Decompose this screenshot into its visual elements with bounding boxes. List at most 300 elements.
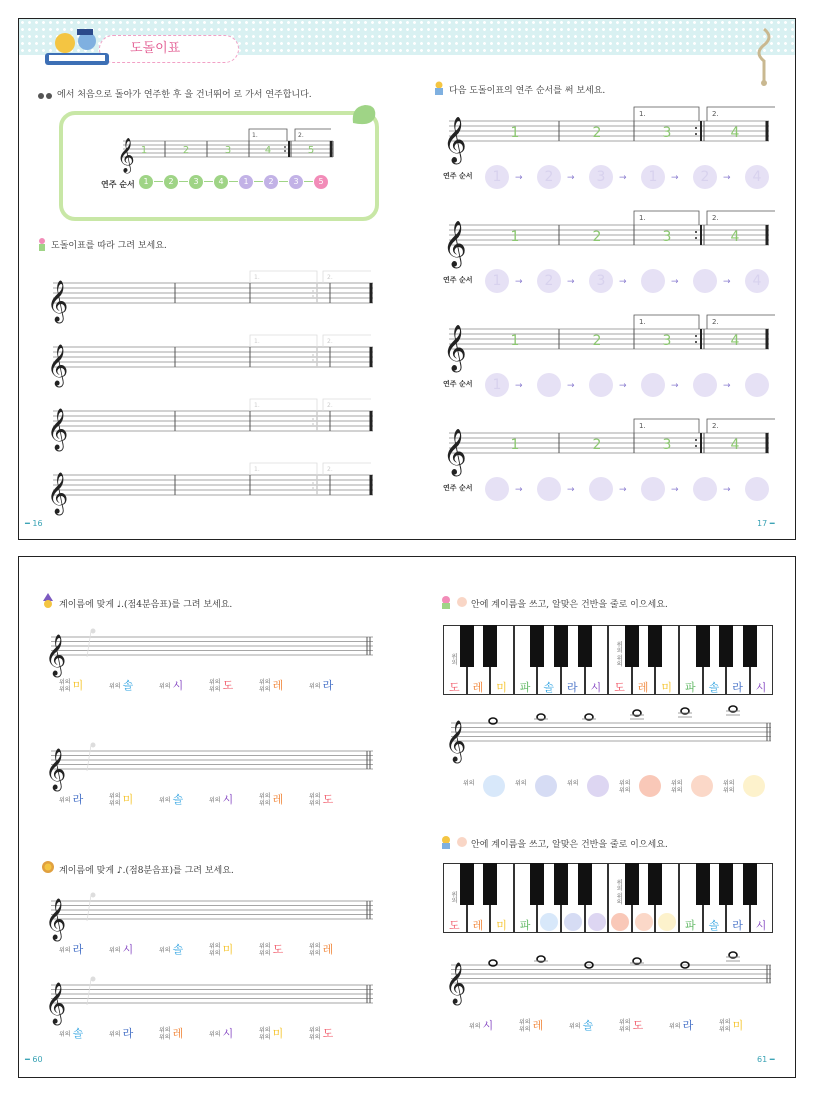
order-step: 2 [164,175,178,189]
order-arrow: → [723,485,731,495]
volta-guide-label: 1. [254,274,260,281]
note-name-label [159,677,183,693]
key-name: 도 [614,681,625,694]
note-name-label [209,1025,233,1041]
order-arrow: → [723,173,731,183]
volta-label-1: 1. [639,214,646,222]
boy-icon [439,835,453,849]
black-key [719,625,733,667]
treble-clef-icon: 𝄞 [445,963,467,1004]
note-name: 라 [122,1027,134,1040]
order-arrow: → [567,173,575,183]
volta-label-2: 2. [712,422,719,430]
key-name: 미 [661,681,673,694]
order-arrow: → [619,381,627,391]
note-name-label [469,1017,493,1033]
note-name-label [309,941,333,957]
treble-clef-icon: 𝄞 [45,899,67,940]
repeat-dot [284,146,286,148]
order-answer-circle [537,373,561,397]
note-name: 미 [272,1027,284,1040]
order-answer-circle [693,269,717,293]
order-arrow: → [671,485,679,495]
measure-number: 3 [662,125,672,141]
treble-clef-icon: 𝄞 [445,721,467,762]
note-name-label [259,941,283,957]
note-name-label [59,791,83,807]
sample-stem-guide [87,895,91,921]
order-connector [154,181,163,182]
order-connector [304,181,313,182]
page-number-left-2: ━ 60 [25,1055,43,1064]
treble-clef-icon: 𝄞 [45,749,67,790]
key-name: 솔 [543,681,555,694]
key-above-label: 위의 위의 [615,879,623,905]
order-arrow: → [515,173,523,183]
black-key [554,625,568,667]
example-order-sequence [139,175,339,193]
answer-prefix: 위의 [515,780,527,787]
repeat-dot [695,341,697,343]
order-arrow: → [671,173,679,183]
order-answer-circle [589,477,613,501]
repeat-dot-guide [312,295,314,297]
treble-clef-icon: 𝄞 [45,983,67,1024]
note-name: 솔 [172,943,184,956]
answer-circle [639,775,661,797]
order-answer-circle: 2 [693,165,717,189]
treble-clef-icon: 𝄞 [47,345,69,386]
measure-number: 2 [592,229,602,245]
note-name: 레 [322,943,334,956]
note-name: 시 [482,1019,494,1032]
answer-prefix: 위의 [567,780,579,787]
measure-number: 1 [510,437,520,453]
measure-number: 1 [140,145,148,156]
page-spread-notes [18,556,796,1078]
note-name-label [109,791,133,807]
note-prefix: 위의 [109,1030,121,1038]
note-name: 라 [322,679,334,692]
black-key [625,863,639,905]
character-piano-logo [37,25,115,75]
repeat-dot [695,237,697,239]
keyboard-staff [443,707,777,762]
note-name: 레 [272,679,284,692]
measure-number: 4 [264,145,272,156]
note-name: 도 [272,943,284,956]
note-icon [37,89,55,99]
order-answer-circle [641,269,665,293]
wizard-icon [41,593,55,609]
measure-number: 2 [182,145,190,156]
treble-clef-icon: 𝄞 [45,635,67,676]
page-number-left: ━ 16 [25,519,43,528]
repeat-dot-guide [312,418,314,420]
order-connector [204,181,213,182]
order-step: 1 [139,175,153,189]
note-prefix: 위의 위의 [159,1027,171,1041]
order-connector [179,181,188,182]
note-prefix: 위의 위의 [259,679,271,693]
treble-clef-icon: 𝄞 [443,117,467,163]
repeat-dot [695,335,697,337]
answer-circle [691,775,713,797]
measure-number: 1 [510,229,520,245]
volta-guide-1 [250,271,317,283]
note-name-label [569,1017,593,1033]
order-answer-circle: 3 [589,269,613,293]
sample-note-guide [91,893,96,898]
order-answer-circle: 1 [485,165,509,189]
repeat-dot [695,231,697,233]
order-arrow: → [567,277,575,287]
repeat-dot-guide [312,487,314,489]
note-prefix: 위의 위의 [209,943,221,957]
note-prefix: 위의 위의 [309,1027,321,1041]
volta-guide-label: 2. [327,338,333,345]
key-name: 미 [496,919,507,932]
note-prefix: 위의 [59,946,71,954]
order-answer-circle: 4 [745,165,769,189]
black-key [460,625,474,667]
order-step: 3 [189,175,203,189]
answer-prefix: 위의 위의 [723,780,735,794]
measure-number: 3 [662,437,672,453]
note-name-label [59,677,83,693]
note-name-label [619,1017,643,1033]
repeat-dot-guide [312,290,314,292]
order-answer-circle [537,477,561,501]
order-label: 연주 순서 [443,275,473,284]
black-key [554,863,568,905]
key-above-label: 위의 위의 [615,641,623,667]
black-key [719,863,733,905]
order-answer-circle [693,477,717,501]
note-prefix: 위의 위의 [109,793,121,807]
note-prefix: 위의 [109,946,121,954]
volta-label-2: 2. [298,132,304,139]
key-name: 시 [590,681,602,694]
volta-guide-label: 2. [327,402,333,409]
practice-staff [45,399,375,449]
treble-clef-icon: 𝄞 [443,221,467,267]
note-name: 레 [272,793,284,806]
sample-stem-guide [87,979,91,1005]
note-name: 도 [632,1019,644,1032]
note-name: 미 [122,793,134,806]
order-label: 연주 순서 [443,483,473,492]
black-key [530,863,544,905]
chapter-title: 도돌이표 [99,35,239,63]
key-name: 도 [449,919,460,932]
order-answer-circle [641,373,665,397]
instruction-dotted-quarter: 계이름에 맞게 ♩.(점4분음표)를 그려 보세요. [59,600,233,610]
note-name: 라 [72,943,84,956]
answer-circle-sample [457,597,467,607]
order-arrow: → [723,381,731,391]
repeat-dot-guide [312,354,314,356]
repeat-dot [284,150,286,152]
note-name: 시 [122,943,134,956]
note-name-label [669,1017,693,1033]
volta-label-2: 2. [712,318,719,326]
doll-icon [433,81,445,95]
note-prefix: 위의 [469,1022,481,1030]
order-arrow: → [723,277,731,287]
order-arrow: → [515,277,523,287]
order-answer-circle: 1 [485,373,509,397]
treble-clef-icon: 𝄞 [47,281,69,322]
order-answer-circle: 2 [537,269,561,293]
note-name-label [209,791,233,807]
note-name: 도 [322,1027,334,1040]
volta-guide-1 [250,463,317,475]
measure-number: 1 [510,125,520,141]
key-name: 레 [472,919,484,932]
order-connector [229,181,238,182]
note-name-label [59,941,83,957]
note-prefix: 위의 위의 [209,679,221,693]
volta-label-1: 1. [639,422,646,430]
order-arrow: → [671,277,679,287]
key-above-label: 위의 [450,891,457,903]
treble-clef-icon: 𝄞 [47,409,69,450]
instruction-keys-1: 안에 계이름을 쓰고, 알맞은 건반을 줄로 이으세요. [471,600,668,610]
black-key [696,625,710,667]
treble-clef-icon: 𝄞 [117,138,135,173]
note-name: 도 [222,679,234,692]
order-answer-circle [745,477,769,501]
note-prefix: 위의 위의 [619,1019,631,1033]
order-answer-circle: 4 [745,269,769,293]
measure-number: 3 [224,145,232,156]
key-name: 시 [755,919,767,932]
key-name: 시 [755,681,767,694]
key-answer-circle [564,913,582,931]
note-name-label [159,1025,183,1041]
note-prefix: 위의 [159,796,171,804]
order-step: 2 [264,175,278,189]
black-key [625,625,639,667]
note-name: 레 [172,1027,184,1040]
key-answer-circle [635,913,653,931]
order-staff [439,315,775,371]
note-name: 라 [72,793,84,806]
repeat-dot-guide [312,482,314,484]
key-name: 레 [472,681,484,694]
example-description: 에서 처음으로 돌아가 연주한 후 을 건너뛰어 로 가서 연주합니다. [57,90,312,100]
sample-note-guide [91,629,96,634]
note-name-label [109,677,133,693]
note-prefix: 위의 [59,796,71,804]
sample-note-guide [91,977,96,982]
order-answer-circle [641,477,665,501]
note-name: 레 [532,1019,544,1032]
repeat-dot [695,439,697,441]
clip-icon [749,27,779,87]
order-arrow: → [671,381,679,391]
answer-circle [587,775,609,797]
note-prefix: 위의 [109,682,121,690]
keyboard-staff [443,949,777,1004]
note-prefix: 위의 위의 [259,1027,271,1041]
key-name: 라 [732,681,743,694]
treble-clef-icon: 𝄞 [443,429,467,475]
black-key [483,863,497,905]
practice-staff [45,335,375,385]
repeat-dot-guide [312,423,314,425]
order-staff [439,107,775,163]
note-name: 시 [222,793,234,806]
sample-stem-guide [87,631,91,657]
key-name: 솔 [708,919,720,932]
treble-clef-icon: 𝄞 [443,325,467,371]
order-connector [254,181,263,182]
note-name-label [259,1025,283,1041]
note-name: 미 [732,1019,744,1032]
note-prefix: 위의 [309,682,321,690]
note-name: 솔 [122,679,134,692]
key-name: 라 [567,681,578,694]
note-prefix: 위의 위의 [309,793,321,807]
instruction-keys-2: 안에 계이름을 쓰고, 알맞은 건반을 줄로 이으세요. [471,840,668,850]
example-order-label: 연주 순서 [101,179,135,189]
repeat-dot [695,127,697,129]
volta-label-2: 2. [712,110,719,118]
sample-note-guide [91,743,96,748]
order-staff [439,419,775,475]
order-step: 3 [289,175,303,189]
note-name: 미 [72,679,84,692]
note-name-label [259,791,283,807]
example-staff [103,129,323,173]
key-name: 미 [496,681,507,694]
note-name-label [309,1025,333,1041]
order-answer-circle: 3 [589,165,613,189]
order-answer-circle: 1 [641,165,665,189]
order-step: 4 [214,175,228,189]
black-key [648,863,662,905]
order-arrow: → [567,381,575,391]
note-prefix: 위의 [159,946,171,954]
order-answer-circle: 2 [537,165,561,189]
repeat-dot [695,445,697,447]
order-answer-circle [693,373,717,397]
note-name: 미 [222,943,234,956]
note-name-label [109,941,133,957]
order-arrow: → [567,485,575,495]
volta-guide-label: 1. [254,466,260,473]
note-name: 시 [222,1027,234,1040]
key-name: 솔 [708,681,720,694]
measure-number: 2 [592,333,602,349]
order-arrow: → [619,485,627,495]
measure-number: 4 [730,333,740,349]
note-prefix: 위의 [209,796,221,804]
repeat-dot [695,133,697,135]
volta-label-1: 1. [639,110,646,118]
note-prefix: 위의 [159,682,171,690]
practice-staff [45,271,375,321]
volta-label-2: 2. [712,214,719,222]
answer-circle [535,775,557,797]
volta-guide-label: 1. [254,338,260,345]
note-prefix: 위의 위의 [519,1019,531,1033]
volta-guide-label: 2. [327,466,333,473]
key-name: 라 [732,919,743,932]
measure-number: 4 [730,437,740,453]
key-name: 레 [637,681,649,694]
volta-guide-1 [250,335,317,347]
key-answer-circle [588,913,606,931]
sample-stem-guide [87,745,91,771]
order-answer-circle [589,373,613,397]
black-key [743,863,757,905]
lion-icon [41,859,55,875]
order-answer-circle [745,373,769,397]
volta-guide-1 [250,399,317,411]
order-answer-circle: 1 [485,269,509,293]
answer-prefix: 위의 위의 [671,780,683,794]
order-label: 연주 순서 [443,379,473,388]
measure-number: 5 [307,145,315,156]
instruction-dotted-eighth: 계이름에 맞게 ♪.(점8분음표)를 그려 보세요. [59,866,234,876]
order-arrow: → [515,381,523,391]
note-staff [43,971,377,1024]
page-number-right: 17 ━ [757,519,775,528]
answer-prefix: 위의 위의 [619,780,631,794]
leaf-icon [349,101,379,127]
note-prefix: 위의 위의 [259,943,271,957]
note-staff [43,623,377,676]
note-name: 도 [322,793,334,806]
answer-circle [483,775,505,797]
note-name-label [259,677,283,693]
girl-icon [439,595,453,609]
key-name: 파 [685,919,696,932]
order-arrow: → [515,485,523,495]
note-name-label [719,1017,743,1033]
note-name: 솔 [172,793,184,806]
note-name-label [59,1025,83,1041]
measure-number: 1 [510,333,520,349]
key-above-label: 위의 [450,653,457,665]
measure-number: 3 [662,333,672,349]
black-key [648,625,662,667]
order-step: 1 [239,175,253,189]
key-name: 파 [685,681,696,694]
volta-guide-label: 2. [327,274,333,281]
note-prefix: 위의 위의 [259,793,271,807]
black-key [483,625,497,667]
note-name: 시 [172,679,184,692]
measure-number: 2 [592,437,602,453]
volta-guide-label: 1. [254,402,260,409]
note-name: 라 [682,1019,694,1032]
black-key [743,625,757,667]
note-name-label [309,677,333,693]
note-name-label [159,941,183,957]
note-prefix: 위의 [569,1022,581,1030]
note-prefix: 위의 위의 [719,1019,731,1033]
note-name-label [309,791,333,807]
note-prefix: 위의 [669,1022,681,1030]
note-name: 솔 [582,1019,594,1032]
black-key [460,863,474,905]
order-staff [439,211,775,267]
measure-number: 2 [592,125,602,141]
